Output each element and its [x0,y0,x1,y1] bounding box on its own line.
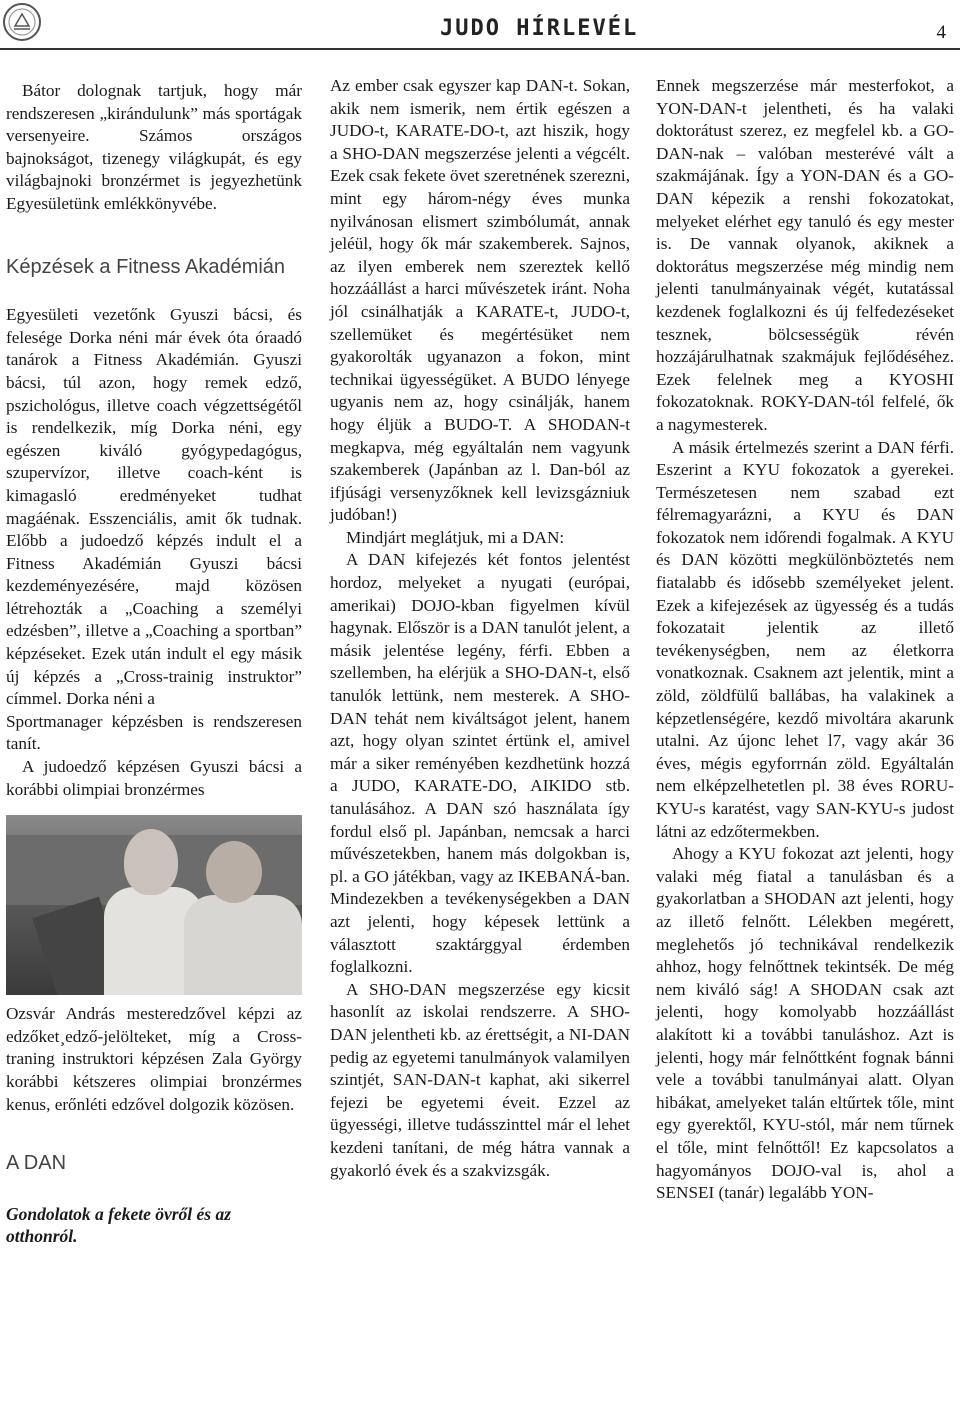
column-3 [656,75,954,1205]
column-2 [330,75,630,1182]
section-heading-fitness: Képzések a Fitness Akadémián [6,255,286,278]
paragraph: Ozsvár András mesteredzővel képzi az edzőket¸edző-jelölteket, míg a Cross-traning instruktori képzésen Zala György korábbi kétszeres olimpiai bronzérmes kenus, erőnléti edzővel dolgozik közösen. [6,1004,302,1114]
coaches-photo [6,815,302,995]
paragraph: A SHO-DAN megszerzése egy kicsit hasonlít az iskolai rendszerre. A SHO-DAN jelentheti kb. az érettségit, a NI-DAN pedig az egyetemi tanulmányok valamilyen szintjét, SAN-DAN-t kaphat, aki sikerrel fejezi be egyetemi éveit. Ezzel az ügyességi, illetve tudásszinttel már el lehet kezdeni tanítani, de még hátra vannak a gyakorló évek és a szakvizsgák. [330,979,630,1180]
paragraph: A judoedző képzésen Gyuszi bácsi a korábbi olimpiai bronzérmes [6,757,302,799]
paragraph: Az ember csak egyszer kap DAN-t. Sokan, akik nem ismerik, nem értik egészen a JUDO-t, KARATE-DO-t, azt hiszik, hogy a SHO-DAN megszerzése jelenti a végcélt. Ezek csak fekete övet szeretnének szerezni, mint egy három-négy éves munka nyilvánosan elismert szimbólumát, annak jeléül, hogy ők már szakemberek. Sajnos, az ilyen emberek nem szereztek kellő hozzáállást a harci művészetek iránt. Noha jól csinálhatják a KARATE-t, JUDO-t, szellemüket és megértésüket nem gyakorolták ugyanazon a fokon, mint technikai ügyességüket. A BUDO lényege ugyanis nem az, hogy csinálják, hanem hogy éljük a BUDO-T. A SHODAN-t megkapva, még egyáltalán nem vagyunk szakemberek (Japánban az l. Dan-ból az ifjúsági versenyzőknek kell levizsgázniuk judóban!) [330,76,630,525]
paragraph: Ahogy a KYU fokozat azt jelenti, hogy valaki még fiatal a tanulásban és a gyakorlatban a SHODAN azt jelenti, hogy az illető felnőtt. Lélekben megérett, meglehetős jó technikával rendelkezik ahhoz, hogy felnőttnek tekintsék. De még nem kiváló ság! A SHODAN csak azt jelenti, hogy komolyabb hozzáállást alakított ki a további tanuláshoz. Azt is jelenti, hogy már felnőttként fognak bánni vele a további tanulmányai alatt. Olyan hibákat, amelyeket talán eltűrtek tőle, mint egy gyerektől, KYU-stól, már nem tűrnek el tőle, mint felnőttől! Ez kapcsolatos a hagyományos DOJO-val is, ahol a SENSEI (tanár) legalább YON- [656,844,954,1203]
paragraph: Ennek megszerzése már mesterfokot, a YON-DAN-t jelentheti, és ha valaki doktorátust szerez, ez megfelel kb. a GO-DAN-nak – valóban mesterévé vált a szakmájának. Így a YON-DAN és a GO-DAN képezik a renshi fokozatokat, melyeket elérhet egy tanuló és egy mester is. De vannak olyanok, akiknek a doktorátus megszerzése még mindig nem jelenti tanulmányainak végét, kutatással kezdenek foglalkozni és új felfedezéseket tesznek, bölcsességük révén hozzájárulhatnak szakmájuk fejlődéséhez. Ezek felelnek meg a KYOSHI fokozatoknak. ROKY-DAN-tól felfelé, ők a nagymesterek. [656,76,954,434]
paragraph: Mindjárt meglátjuk, mi a DAN: [346,527,565,547]
header-rule [0,48,960,50]
page-number: 4 [936,22,946,43]
section-heading-dan: A DAN [6,1152,67,1175]
paragraph: A DAN kifejezés két fontos jelentést hordoz, melyeket a nyugati (európai, amerikai) DOJO-kban figyelmen kívül hagynak. Először is a DAN tanulót jelent, a másik jelentése legény, férfi. Ebben a szellemben, ha elérjük a SHO-DAN-t, első tanulók lettünk, nem mesterek. A SHO-DAN tehát nem kiváltságot jelent, hanem azt, hogy olyan szintet értünk el, amivel már a siker reményében kezdhetünk hozzá a JUDO, KARATE-DO, AIKIDO stb. tanulásához. A DAN szó használata így fordul első pl. Japánban, nemcsak a harci művészetekben, hanem más dolgokban is, pl. a GO játékban, vagy az IKEBANÁ-ban. Mindezekben a tevékenységekben a DAN azt jelenti, hogy képesek lettünk a választott szaktárggyal érdemben foglalkozni. [330,550,630,977]
paragraph: Egyesületi vezetőnk Gyuszi bácsi, és felesége Dorka néni már évek óta óraadó tanárok a Fitness Akadémián. Gyuszi bácsi, túl azon, hogy remek edző, pszichológus, illetve coach végzettségétől is rendelkezik, míg Dorka néni, egy egészen kiváló gyógypedagógus, szupervízor, illetve coach-ként is kimagasló eredményeket tudhat magáénak. Esszenciális, amit ők tudnak. Előbb a judoedző képzés indult el a Fitness Akadémián Gyuszi bácsi kezdeményezésére, majd közösen létrehozták a „Coaching a személyi edzésben”, illetve a „Coaching a sportban” képzéseket. Ezek után indult el egy másik új képzés a „Cross-trainig instruktor” címmel. Dorka néni a [6,305,302,709]
club-logo-icon [2,2,42,42]
column-1 [6,80,302,1248]
newsletter-title: JUDO HÍRLEVÉL [440,16,639,41]
paragraph: Bátor dolognak tartjuk, hogy már rendszeresen „kirándulunk” más sportágak versenyeire. Számos országos bajnokságot, tizenegy világkupát, és egy világbajnoki bronzérmet is jegyezhetünk Egyesületünk emlékkönyvébe. [6,81,302,213]
paragraph: A másik értelmezés szerint a DAN férfi. Eszerint a KYU fokozatok a gyerekei. Természetesen nem szabad ezt félremagyarázni, a KYU és DAN fokozatok nem időrendi fogalmak. A KYU és DAN közötti megkülönböztetés nem fiatalabb és idősebb személyeket jelent. Ezek a kifejezések az ügyesség és a tudás fokozatait jelentik az illető tevékenységben, nem az életkorra vonatkoznak. Csaknem azt jelentik, mint a zöld, zöldfülű ballábas, ha valakinek a képzetlenségére, kezdő mivoltára akarunk utalni. Az újonc lehet l7, vagy akár 36 éves, mégis egyforrnán zöld. Egyáltalán nem elképzelhetetlen pl. 38 éves RORU-KYU-s karatést, vagy SAN-KYU-s judost látni az edzőtermekben. [656,437,954,841]
article-subtitle: Gondolatok a fekete övről és az otthonról. [6,1203,232,1247]
paragraph: Sportmanager képzésben is rendszeresen tanít. [6,711,302,754]
